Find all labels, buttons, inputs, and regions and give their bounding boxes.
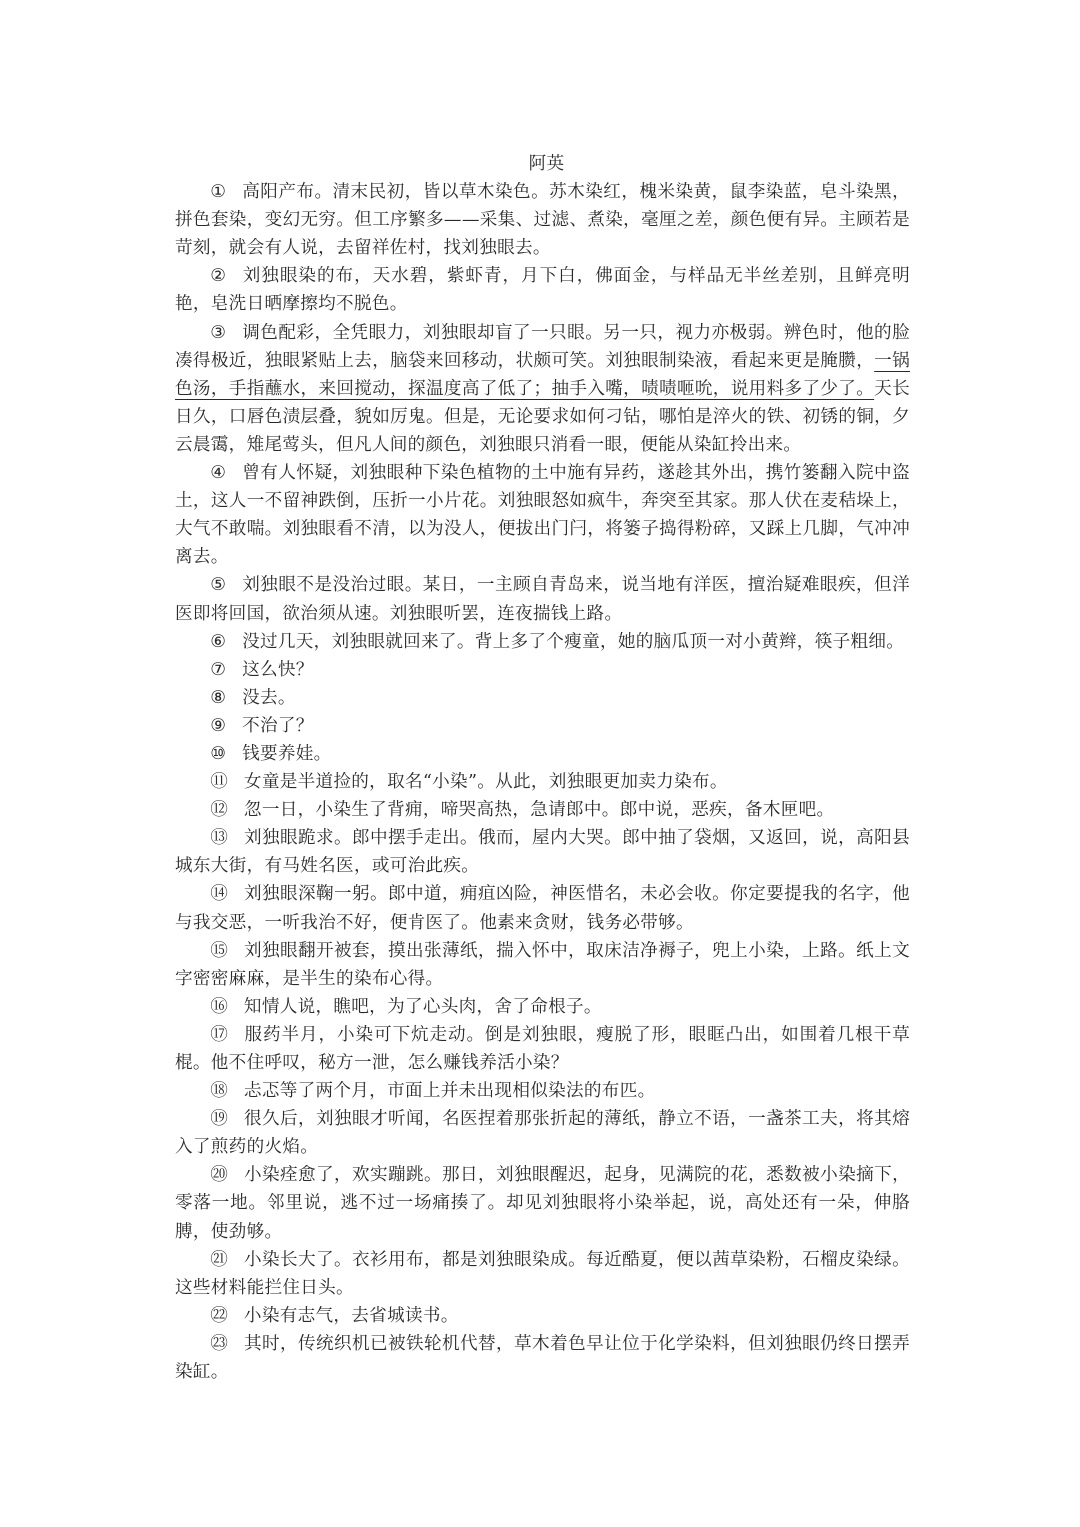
paragraph-text: 刘独眼不是没治过眼。某日，一主顾自青岛来，说当地有洋医，擅治疑难眼疾，但洋医即将回国，欲治须从速。刘独眼听罢，连夜揣钱上路。: [175, 575, 910, 624]
paragraph-text: 调色配彩，全凭眼力，刘独眼却盲了一只眼。另一只，视力亦极弱。辨色时，他的脸凑得极近，独眼紧贴上去，脑袋来回移动，状颇可笑。刘独眼制染液，看起来更是腌臜，: [175, 322, 910, 371]
paragraph-number: ⑱: [210, 1081, 229, 1102]
paragraph-text: 不治了？: [242, 715, 314, 736]
paragraph-text: 曾有人怀疑，刘独眼种下染色植物的土中施有异药，遂趁其外出，携竹篓翻入院中盗土，这人一不留神跌倒，压折一小片花。刘独眼怒如疯牛，奔突至其家。那人伏在麦秸垛上，大气不敢喘。刘独眼看不清，以为没人，便拔出门闩，将篓子捣得粉碎，又踩上几脚，气冲冲离去。: [175, 463, 910, 568]
paragraph-21: [175, 1246, 910, 1302]
paragraph-number: ⑦: [210, 659, 227, 680]
paragraph-text: 忽一日，小染生了背痈，啼哭高热，急请郎中。郎中说，恶疾，备木匣吧。: [243, 800, 835, 821]
paragraph-number: ⑭: [210, 884, 229, 905]
paragraph-number: ①: [210, 182, 227, 203]
document-title: 阿英: [528, 154, 565, 174]
paragraph-6: [175, 628, 910, 656]
document-page: [175, 150, 910, 1386]
paragraph-1: [175, 178, 910, 262]
paragraph-text: 知情人说，瞧吧，为了心头肉，舍了命根子。: [243, 996, 602, 1017]
paragraph-text: 天长日久，口唇色渍层叠，貌如厉鬼。但是，无论要求如何刁钻，哪怕是淬火的铁、初锈的铜，夕云晨霭，雉尾莺头，但凡人间的颜色，刘独眼只消看一眼，便能从染缸拎出来。: [175, 378, 910, 455]
paragraph-number: ⑨: [210, 715, 227, 736]
paragraph-9: [175, 712, 910, 740]
paragraph-number: ⑤: [210, 575, 227, 596]
paragraph-text: 小染长大了。衣衫用布，都是刘独眼染成。每近酷夏，便以茜草染粉，石榴皮染绿。这些材料能拦住日头。: [175, 1249, 910, 1298]
paragraph-22: [175, 1302, 910, 1330]
paragraph-8: [175, 684, 910, 712]
paragraph-text: 很久后，刘独眼才听闻，名医捏着那张折起的薄纸，静立不语，一盏茶工夫，将其熔入了煎药的火焰。: [175, 1109, 910, 1158]
paragraph-number: ⑲: [210, 1109, 229, 1130]
paragraph-17: [175, 1021, 910, 1077]
paragraph-5: [175, 571, 910, 627]
paragraph-11: [175, 768, 910, 796]
paragraph-number: ㉑: [210, 1249, 229, 1270]
paragraph-12: [175, 796, 910, 824]
paragraph-15: [175, 937, 910, 993]
paragraph-number: ⑪: [210, 772, 229, 793]
paragraph-text: 女童是半道捡的，取名“小染”。从此，刘独眼更加卖力染布。: [243, 772, 728, 793]
paragraph-number: ⑰: [210, 1024, 229, 1045]
paragraph-number: ⑳: [210, 1165, 229, 1186]
paragraph-10: [175, 740, 910, 768]
paragraph-text: 这么快？: [242, 659, 314, 680]
paragraph-number: ⑫: [210, 800, 229, 821]
paragraph-18: [175, 1077, 910, 1105]
paragraph-text: 小染有志气，去省城读书。: [243, 1305, 459, 1326]
paragraph-text: 刘独眼翻开被套，摸出张薄纸，揣入怀中，取床洁净褥子，兜上小染，上路。纸上文字密密麻麻，是半生的染布心得。: [175, 940, 910, 989]
paragraph-number: ⑥: [210, 631, 227, 652]
paragraph-number: ⑩: [210, 743, 227, 764]
paragraph-19: [175, 1105, 910, 1161]
paragraph-number: ⑯: [210, 996, 229, 1017]
paragraph-16: [175, 993, 910, 1021]
paragraph-number: ④: [210, 463, 227, 484]
paragraph-text: 服药半月，小染可下炕走动。倒是刘独眼，瘦脱了形，眼眶凸出，如围着几根干草棍。他不住呼叹，秘方一泄，怎么赚钱养活小染？: [175, 1024, 910, 1073]
paragraph-text: 其时，传统织机已被铁轮机代替，草木着色早让位于化学染料，但刘独眼仍终日摆弄染缸。: [175, 1333, 910, 1383]
paragraph-4: [175, 459, 910, 571]
paragraph-text: 钱要养娃。: [242, 743, 332, 764]
paragraph-number: ③: [210, 322, 227, 343]
paragraph-13: [175, 824, 910, 880]
paragraph-text: 没过几天，刘独眼就回来了。背上多了个瘦童，她的脑瓜顶一对小黄辫，筷子粗细。: [242, 631, 905, 652]
paragraph-text: 刘独眼跪求。郎中摆手走出。俄而，屋内大哭。郎中抽了袋烟，又返回，说，高阳县城东大街，有马姓名医，或可治此疾。: [175, 828, 910, 877]
paragraph-2: [175, 262, 910, 318]
paragraph-text: 刘独眼染的布，天水碧，紫虾青，月下白，佛面金，与样品无半丝差别，且鲜亮明艳，皂洗日晒摩擦均不脱色。: [175, 266, 910, 315]
paragraph-20: [175, 1161, 910, 1245]
paragraph-number: ⑬: [210, 828, 229, 849]
paragraph-text: 忐忑等了两个月，市面上并未出现相似染法的布匹。: [243, 1081, 656, 1102]
paragraph-number: ⑧: [210, 687, 227, 708]
paragraph-3: [175, 319, 910, 459]
paragraph-number: ②: [210, 266, 227, 287]
paragraph-text: 小染痊愈了，欢实蹦跳。那日，刘独眼醒迟，起身，见满院的花，悉数被小染摘下，零落一地。邻里说，逃不过一场痛揍了。却见刘独眼将小染举起，说，高处还有一朵，伸胳膊，使劲够。: [175, 1165, 910, 1242]
paragraph-text: 没去。: [242, 687, 296, 708]
paragraph-23: [175, 1330, 910, 1386]
paragraph-number: ㉒: [210, 1305, 229, 1326]
paragraph-text: 刘独眼深鞠一躬。郎中道，痈疽凶险，神医惜名，未必会收。你定要提我的名字，他与我交恶，一听我治不好，便肯医了。他素来贪财，钱务必带够。: [175, 884, 910, 933]
underlined-sentence: 一锅色汤，手指蘸水，来回搅动，探温度高了低了；抽手入嘴，啧啧咂吮，说用料多了少了。: [175, 350, 910, 399]
paragraph-14: [175, 880, 910, 936]
paragraph-number: ⑮: [210, 940, 229, 961]
paragraph-number: ㉓: [210, 1333, 229, 1354]
paragraph-text: 高阳产布。清末民初，皆以草木染色。苏木染红，槐米染黄，鼠李染蓝，皂斗染黑，拼色套染，变幻无穷。但工序繁多——采集、过滤、煮染，毫厘之差，颜色便有异。主顾若是苛刻，就会有人说，去留祥佐村，找刘独眼去。: [175, 182, 910, 259]
paragraph-7: [175, 656, 910, 684]
